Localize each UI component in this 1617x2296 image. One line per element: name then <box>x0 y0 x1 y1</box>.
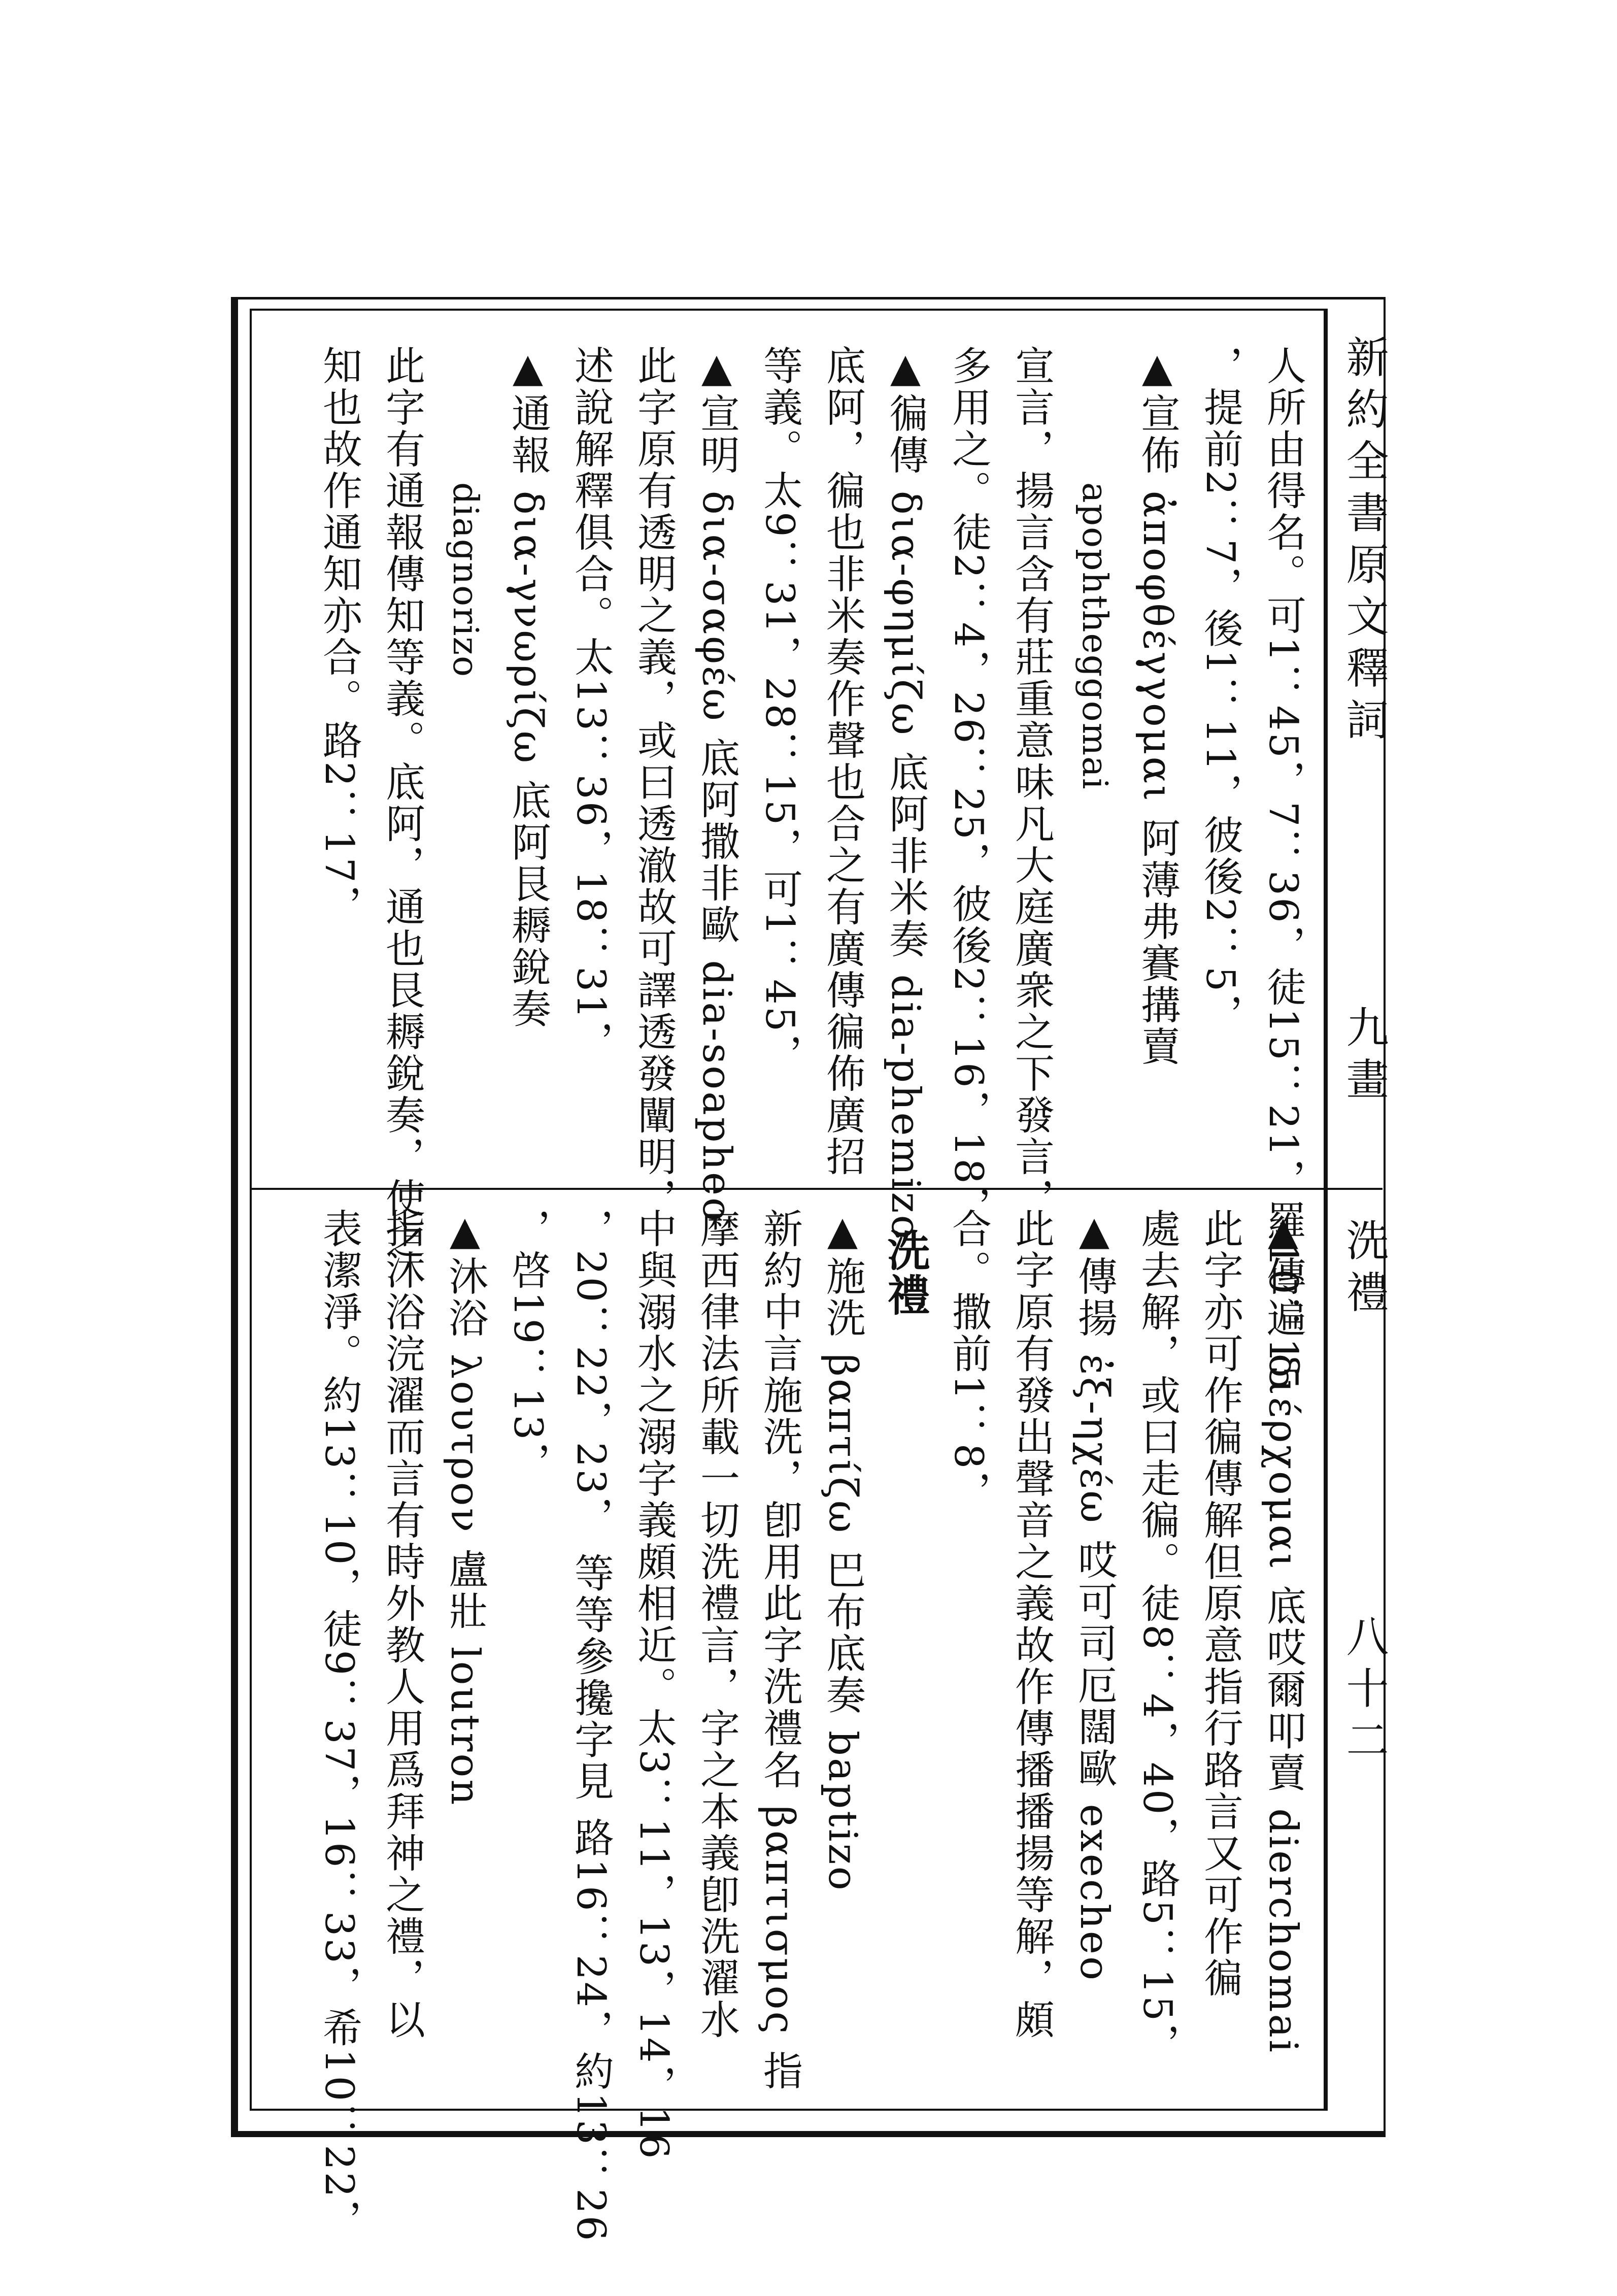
lower_columns-column-16: 表潔淨。約13：10，徒9：37，16：33，希10：22， <box>316 1208 362 2241</box>
lower_columns-column-7: 洗禮 <box>881 1228 931 1318</box>
lower_columns-column-12: ，20：22，23， 等等參攙字見 路16：24，約13：26 <box>568 1208 614 2243</box>
header-divider <box>1326 309 1328 2111</box>
lower_columns-column-6: 合。撒前1：8， <box>946 1208 991 1513</box>
lower_columns-column-14: ▲沐浴 λουτρον 盧壯 loutron <box>442 1208 488 1807</box>
lower_columns-column-9: 新約中言施洗，卽用此字洗禮名 βαπτισμος 指 <box>757 1208 802 2092</box>
upper_columns-column-15: 此字有通報傳知等義。底阿，通也艮耨銳奏，使之 <box>379 345 425 1261</box>
lower_columns-column-5: 此字原有發出聲音之義故作傳播播揚等解，頗 <box>1008 1208 1054 2041</box>
upper_columns-column-11: 此字原有透明之義，或曰透澈故可譯透發闡明， <box>631 345 677 1219</box>
upper_columns-column-9: 等義。太9：31，28：15，可1：45， <box>757 345 802 1076</box>
upper_columns-column-5: 宣言，揚言含有莊重意味凡大庭廣衆之下發言， <box>1008 345 1054 1219</box>
upper_columns-column-6: 多用之。徒2：4，26：25，彼後2：16，18， <box>946 345 991 1227</box>
upper_columns-column-14: diagnorizo <box>445 482 485 678</box>
lower_columns-column-8: ▲施洗 βαπτίζω 巴布底奏 baptizo <box>820 1208 865 1892</box>
book-title: 新約全書原文釋詞 <box>1339 335 1389 749</box>
upper_columns-column-16: 知也故作通知亦合。路2：17， <box>316 345 362 926</box>
lower_columns-column-3: 處去解，或曰走徧。徒8：4，40，路5：15， <box>1134 1208 1180 2065</box>
lower_columns-column-11: 中與溺水之溺字義頗相近。太3：11，13，14，16 <box>631 1208 677 2161</box>
upper_columns-column-12: 述說解釋俱合。太13：36，18：31， <box>568 345 614 1063</box>
upper_columns-column-3: ▲宣佈 ἀποφθέγγομαι 阿薄弗賽搆賣 <box>1134 345 1180 1068</box>
subject-words: 洗禮 <box>1339 1218 1389 1322</box>
upper_columns-column-7: ▲徧傳 δια-φημίζω 底阿非米奏 dia-phemizo <box>883 345 928 1241</box>
upper_columns-column-4: apophtheggomai <box>1074 482 1115 790</box>
stroke-section: 九畫 <box>1339 1005 1389 1109</box>
upper_columns-column-10: ▲宣明 δια-σαφέω 底阿撒非歐 dia-soapheo <box>694 345 739 1224</box>
lower_columns-column-1: ▲傳遍 διέρχομαι 底哎爾叩賣 dierchomai <box>1260 1208 1306 2054</box>
lower_columns-column-2: 此字亦可作徧傳解但原意指行路言又可作徧 <box>1197 1208 1243 1999</box>
lower_columns-column-15: 指沐浴浣濯而言有時外教人用爲拜神之禮，以 <box>379 1208 425 2041</box>
lower_columns-column-13: ，啓19：13， <box>505 1208 551 1484</box>
page-number: 八十二 <box>1339 1614 1389 1770</box>
lower_columns-column-10: 摩西律法所載一切洗禮言，字之本義卽洗濯水 <box>694 1208 739 2041</box>
lower_columns-column-4: ▲傳揚 ἐξ-ηχέω 哎可司厄闊歐 execheo <box>1071 1208 1117 1982</box>
upper_columns-column-1: 人所由得名。可1：45，7：36，徒15：21，羅10：15 <box>1260 345 1306 1392</box>
upper_columns-column-8: 底阿，徧也非米奏作聲也合之有廣傳徧佈廣招 <box>820 345 865 1178</box>
upper_columns-column-13: ▲通報 δια-γνωρίζω 底阿艮耨銳奏 <box>505 345 551 1030</box>
upper_columns-column-2: ，提前2：7，後1：11，彼後2：5， <box>1197 345 1243 1036</box>
